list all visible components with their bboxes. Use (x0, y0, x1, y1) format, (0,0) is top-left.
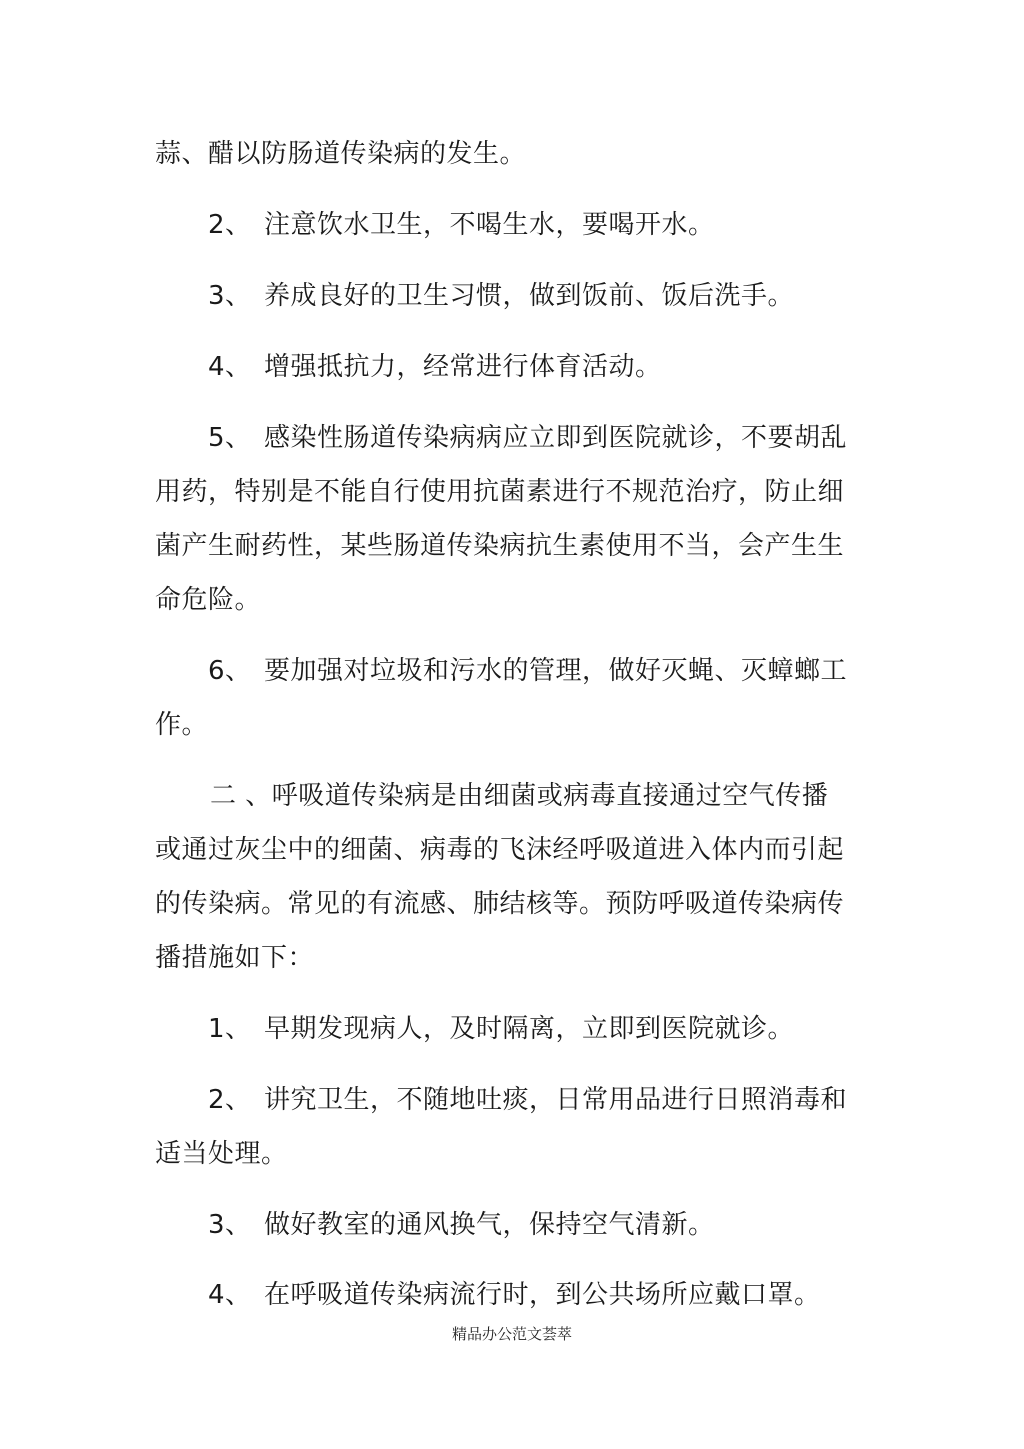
line-text: 或通过灰尘中的细菌、病毒的飞沫经呼吸道进入体内而引起 (155, 835, 845, 865)
item-number: 3、 (208, 1210, 252, 1240)
list-item (208, 651, 847, 691)
item-number: 1、 (208, 1014, 252, 1044)
paragraph-line (155, 134, 526, 174)
item-number: 2、 (208, 1085, 252, 1115)
item-number: 5、 (208, 423, 252, 453)
paragraph-line (155, 526, 844, 566)
item-text: 增强抵抗力，经常进行体育活动。 (264, 352, 662, 382)
list-item (208, 1205, 715, 1245)
line-text: 二 、呼吸道传染病是由细菌或病毒直接通过空气传播 (210, 781, 829, 811)
line-text: 蒜、醋以防肠道传染病的发生。 (155, 139, 527, 169)
item-number: 4、 (208, 1280, 252, 1310)
paragraph-line (155, 580, 261, 620)
item-text: 讲究卫生，不随地吐痰，日常用品进行日照消毒和 (264, 1085, 848, 1115)
list-item (208, 1080, 847, 1120)
list-item (208, 1009, 794, 1049)
paragraph-line (155, 884, 844, 924)
item-text: 注意饮水卫生，不喝生水，要喝开水。 (264, 210, 715, 240)
paragraph-line (155, 1134, 288, 1174)
page-footer: 精品办公范文荟萃 (451, 1325, 572, 1343)
line-text: 用药，特别是不能自行使用抗菌素进行不规范治疗，防止细 (155, 477, 845, 507)
item-text: 早期发现病人，及时隔离，立即到医院就诊。 (264, 1014, 795, 1044)
paragraph-line (155, 938, 314, 978)
list-item (208, 205, 715, 245)
line-text: 菌产生耐药性，某些肠道传染病抗生素使用不当，会产生生 (155, 531, 845, 561)
item-text: 感染性肠道传染病病应立即到医院就诊，不要胡乱 (264, 423, 848, 453)
item-number: 2、 (208, 210, 252, 240)
line-text: 适当处理。 (155, 1139, 288, 1169)
item-text: 养成良好的卫生习惯，做到饭前、饭后洗手。 (264, 281, 795, 311)
item-number: 6、 (208, 656, 252, 686)
item-number: 4、 (208, 352, 252, 382)
item-text: 要加强对垃圾和污水的管理，做好灭蝇、灭蟑螂工 (264, 656, 848, 686)
list-item (208, 347, 662, 387)
line-text: 的传染病。常见的有流感、肺结核等。预防呼吸道传染病传 (155, 889, 845, 919)
line-text: 作。 (155, 710, 209, 740)
line-text: 命危险。 (155, 585, 262, 615)
item-number: 3、 (208, 281, 252, 311)
paragraph-line (155, 830, 844, 870)
line-text: 播措施如下： (155, 943, 315, 973)
item-text: 做好教室的通风换气，保持空气清新。 (264, 1210, 715, 1240)
list-item (208, 418, 847, 458)
section-heading-line (210, 776, 828, 816)
item-text: 在呼吸道传染病流行时，到公共场所应戴口罩。 (264, 1280, 821, 1310)
list-item (208, 1275, 821, 1315)
list-item (208, 276, 794, 316)
paragraph-line (155, 472, 844, 512)
paragraph-line (155, 705, 208, 745)
